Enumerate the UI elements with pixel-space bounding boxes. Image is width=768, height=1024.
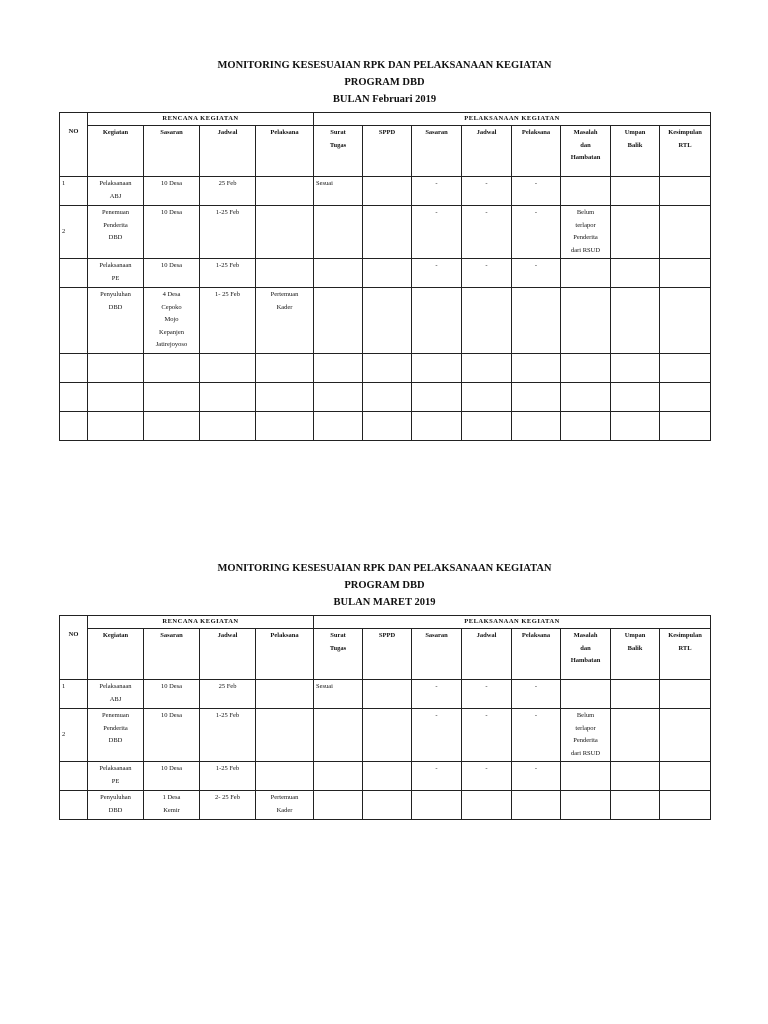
col-header-label: Pelaksana (521, 129, 551, 136)
cell-text: Penyuluhan DBD (100, 794, 131, 814)
table-cell (314, 354, 363, 383)
monitoring-table (59, 112, 711, 441)
cell-text: Pertemuan Kader (270, 291, 299, 311)
cell-text: - (534, 765, 538, 772)
col-header-label: Jadwal (476, 632, 497, 639)
table-cell (462, 412, 512, 441)
cell-text: 10 Desa (160, 712, 183, 719)
title-line: BULAN Februari 2019 (332, 94, 437, 105)
title-line: BULAN MARET 2019 (333, 597, 436, 608)
cell-text: 1- 25 Feb (215, 291, 240, 298)
table-cell (611, 383, 660, 412)
table-cell (512, 709, 561, 762)
title-line: MONITORING KESESUAIAN RPK DAN PELAKSANAAN KEGIATAN (217, 60, 552, 71)
table-cell (314, 412, 363, 441)
table-cell (144, 206, 200, 259)
cell-text: Pelaksanaan ABJ (99, 180, 132, 200)
cell-text: Penemuan Penderita DBD (101, 712, 130, 744)
row-number (60, 354, 88, 383)
table-body (60, 177, 711, 441)
cell-text: - (534, 262, 538, 269)
col-header-no: NO (60, 113, 88, 177)
group-header-pelaksanaan: PELAKSANAAN KEGIATAN (314, 113, 711, 126)
cell-text: 10 Desa (160, 180, 183, 187)
cell-text: Pelaksanaan ABJ (99, 683, 132, 703)
table-cell (256, 288, 314, 354)
table-cell (462, 206, 512, 259)
table-cell (256, 791, 314, 820)
cell-text: - (534, 209, 538, 216)
table-cell (88, 383, 144, 412)
cell-text: - (485, 209, 488, 216)
table-cell (611, 354, 660, 383)
table-cell (412, 288, 462, 354)
col-header (412, 126, 462, 177)
col-header (412, 629, 462, 680)
table-cell (200, 412, 256, 441)
cell-text: Belum terlapor Penderita dari RSUD (570, 712, 601, 757)
table-cell (462, 288, 512, 354)
table-cell (660, 288, 711, 354)
group-header-pelaksanaan: PELAKSANAAN KEGIATAN (314, 616, 711, 629)
row-number (60, 412, 88, 441)
table-cell (363, 206, 412, 259)
cell-text: Penemuan Penderita DBD (101, 209, 130, 241)
col-header-label: SPPD (378, 129, 396, 136)
header-row (60, 629, 711, 680)
table-cell (88, 206, 144, 259)
col-header-label: Sasaran (425, 632, 448, 639)
table-cell (256, 762, 314, 791)
col-header-label: Kegiatan (102, 632, 129, 639)
table-row (60, 288, 711, 354)
table-cell (144, 791, 200, 820)
table-cell (660, 791, 711, 820)
table-cell (88, 709, 144, 762)
cell-text: - (435, 180, 438, 187)
col-header (144, 126, 200, 177)
col-header (200, 126, 256, 177)
col-header-label: Kesimpulan RTL (668, 632, 702, 652)
col-header (611, 126, 660, 177)
row-number (60, 383, 88, 412)
col-header-label: Kesimpulan RTL (668, 129, 702, 149)
group-header-rencana: RENCANA KEGIATAN (88, 113, 314, 126)
table-cell (144, 680, 200, 709)
table-cell (314, 791, 363, 820)
table-cell (660, 206, 711, 259)
col-header (462, 629, 512, 680)
table-cell (611, 762, 660, 791)
table-cell (200, 288, 256, 354)
cell-text: 10 Desa (160, 683, 183, 690)
row-number (60, 791, 88, 820)
cell-text: 4 Desa Cepoko Mojo Kepanjen Jatirejoyoso (155, 291, 188, 348)
table-cell (512, 259, 561, 288)
table-cell (412, 259, 462, 288)
table-cell (363, 177, 412, 206)
table-row (60, 259, 711, 288)
table-cell (88, 259, 144, 288)
table-cell (88, 762, 144, 791)
col-header (314, 126, 363, 177)
cell-text: - (534, 180, 538, 187)
col-header-label: Pelaksana (270, 632, 299, 639)
group-header-rencana: RENCANA KEGIATAN (88, 616, 314, 629)
table-cell (200, 354, 256, 383)
table-cell (561, 354, 611, 383)
row-number: 2 (60, 206, 88, 259)
title-line: PROGRAM DBD (344, 77, 425, 88)
table-cell (314, 709, 363, 762)
cell-text: - (435, 765, 438, 772)
row-number (60, 288, 88, 354)
cell-text: 25 Feb (218, 180, 237, 187)
cell-text: 10 Desa (160, 209, 183, 216)
table-cell (660, 354, 711, 383)
table-cell (363, 259, 412, 288)
table-cell (256, 412, 314, 441)
table-cell (314, 762, 363, 791)
table-cell (462, 791, 512, 820)
table-cell (88, 288, 144, 354)
cell-text: Belum terlapor Penderita dari RSUD (570, 209, 601, 254)
table-cell (512, 288, 561, 354)
col-header-label: Masalah dan Hambatan (570, 129, 601, 161)
table-cell (200, 383, 256, 412)
cell-text: 1-25 Feb (215, 712, 240, 719)
cell-text: - (435, 262, 438, 269)
table-cell (144, 762, 200, 791)
col-header (462, 126, 512, 177)
table-cell (88, 791, 144, 820)
col-header (512, 126, 561, 177)
cell-text: - (435, 209, 438, 216)
table-cell (314, 288, 363, 354)
table-cell (314, 177, 363, 206)
table-row (60, 762, 711, 791)
cell-text: - (435, 712, 438, 719)
table-cell (611, 206, 660, 259)
table-cell (561, 259, 611, 288)
table-cell (412, 383, 462, 412)
row-number (60, 762, 88, 791)
table-cell (462, 680, 512, 709)
table-cell (512, 762, 561, 791)
table-row (60, 383, 711, 412)
cell-text: Sesuai (316, 180, 333, 187)
table-row (60, 206, 711, 259)
cell-text: 2- 25 Feb (215, 794, 240, 801)
table-row (60, 791, 711, 820)
cell-text: 10 Desa (160, 765, 183, 772)
table-row (60, 354, 711, 383)
table-cell (200, 709, 256, 762)
table-cell (512, 177, 561, 206)
cell-text: 25 Feb (218, 683, 237, 690)
table-cell (462, 762, 512, 791)
cell-text: Pelaksanaan PE (99, 765, 132, 785)
table-cell (144, 383, 200, 412)
col-header-label: Surat Tugas (329, 632, 347, 652)
table-cell (561, 288, 611, 354)
table-cell (561, 680, 611, 709)
col-header-label: SPPD (378, 632, 396, 639)
table-cell (200, 791, 256, 820)
table-cell (363, 709, 412, 762)
col-header-no: NO (60, 616, 88, 680)
table-cell (256, 177, 314, 206)
col-header (144, 629, 200, 680)
table-cell (660, 383, 711, 412)
col-header (363, 629, 412, 680)
title-line: PROGRAM DBD (344, 580, 425, 591)
table-cell (363, 762, 412, 791)
table-cell (561, 206, 611, 259)
col-header (88, 629, 144, 680)
cell-text: 1-25 Feb (215, 209, 240, 216)
row-number (60, 259, 88, 288)
table-cell (363, 412, 412, 441)
table-cell (561, 383, 611, 412)
table-cell (561, 412, 611, 441)
table-cell (256, 680, 314, 709)
cell-text: Penyuluhan DBD (100, 291, 131, 311)
col-header (512, 629, 561, 680)
table-cell (256, 709, 314, 762)
table-cell (256, 354, 314, 383)
col-header (660, 126, 711, 177)
cell-text: - (534, 712, 538, 719)
table-cell (412, 680, 462, 709)
table-cell (660, 709, 711, 762)
cell-text: - (485, 262, 488, 269)
table-cell (512, 412, 561, 441)
table-cell (462, 709, 512, 762)
monitoring-block-februari (59, 57, 710, 441)
cell-text: 1-25 Feb (215, 765, 240, 772)
col-header-label: Jadwal (217, 129, 238, 136)
table-cell (314, 259, 363, 288)
col-header (200, 629, 256, 680)
row-number: 2 (60, 709, 88, 762)
title-line: MONITORING KESESUAIAN RPK DAN PELAKSANAAN KEGIATAN (217, 563, 552, 574)
col-header-label: Pelaksana (270, 129, 299, 136)
table-cell (314, 680, 363, 709)
col-header (256, 629, 314, 680)
table-cell (200, 177, 256, 206)
monitoring-block-maret (59, 560, 710, 820)
table-cell (611, 259, 660, 288)
table-cell (512, 354, 561, 383)
cell-text: - (485, 765, 488, 772)
document-title (59, 57, 710, 108)
table-cell (200, 680, 256, 709)
table-cell (611, 288, 660, 354)
col-header-label: Pelaksana (521, 632, 551, 639)
table-cell (512, 791, 561, 820)
col-header-label: Jadwal (476, 129, 497, 136)
table-cell (412, 354, 462, 383)
table-cell (412, 762, 462, 791)
table-cell (462, 354, 512, 383)
col-header-label: Umpan Balik (624, 632, 646, 652)
table-cell (88, 177, 144, 206)
table-cell (363, 791, 412, 820)
cell-text: - (485, 180, 488, 187)
table-cell (363, 288, 412, 354)
row-number: 1 (60, 177, 88, 206)
table-cell (512, 206, 561, 259)
row-number: 1 (60, 680, 88, 709)
table-cell (660, 177, 711, 206)
table-cell (611, 412, 660, 441)
col-header-label: Masalah dan Hambatan (570, 632, 601, 664)
cell-text: 1 Desa Kemir (162, 794, 181, 814)
table-row (60, 709, 711, 762)
col-header (314, 629, 363, 680)
col-header (611, 629, 660, 680)
table-cell (611, 680, 660, 709)
table-cell (144, 354, 200, 383)
table-cell (611, 791, 660, 820)
table-cell (660, 412, 711, 441)
col-header (561, 629, 611, 680)
monitoring-table (59, 615, 711, 820)
table-cell (363, 680, 412, 709)
col-header-label: Jadwal (217, 632, 238, 639)
document-title (59, 560, 710, 611)
table-cell (88, 412, 144, 441)
table-cell (412, 177, 462, 206)
table-cell (512, 383, 561, 412)
table-cell (512, 680, 561, 709)
table-cell (363, 383, 412, 412)
table-cell (412, 412, 462, 441)
table-row (60, 680, 711, 709)
col-header-label: Sasaran (160, 129, 183, 136)
table-cell (144, 709, 200, 762)
cell-text: 10 Desa (160, 262, 183, 269)
table-cell (314, 383, 363, 412)
table-cell (462, 259, 512, 288)
table-cell (256, 259, 314, 288)
table-cell (611, 177, 660, 206)
table-cell (412, 206, 462, 259)
table-cell (88, 680, 144, 709)
col-header-label: Surat Tugas (329, 129, 347, 149)
table-cell (200, 762, 256, 791)
col-header (88, 126, 144, 177)
table-cell (561, 762, 611, 791)
col-header (660, 629, 711, 680)
col-header-label: Umpan Balik (624, 129, 646, 149)
table-body (60, 680, 711, 820)
cell-text: - (485, 712, 488, 719)
table-cell (144, 259, 200, 288)
table-cell (200, 259, 256, 288)
table-cell (144, 288, 200, 354)
header-row (60, 126, 711, 177)
table-cell (561, 709, 611, 762)
cell-text: Pelaksanaan PE (99, 262, 132, 282)
table-cell (200, 206, 256, 259)
table-cell (462, 177, 512, 206)
col-header (256, 126, 314, 177)
cell-text: Pertemuan Kader (270, 794, 299, 814)
table-cell (256, 383, 314, 412)
table-cell (611, 709, 660, 762)
cell-text: - (534, 683, 538, 690)
table-cell (144, 177, 200, 206)
cell-text: 1-25 Feb (215, 262, 240, 269)
table-row (60, 177, 711, 206)
table-cell (412, 791, 462, 820)
col-header-label: Sasaran (160, 632, 183, 639)
table-cell (314, 206, 363, 259)
table-cell (462, 383, 512, 412)
table-cell (256, 206, 314, 259)
table-cell (412, 709, 462, 762)
col-header (363, 126, 412, 177)
table-cell (363, 354, 412, 383)
cell-text: - (435, 683, 438, 690)
col-header-label: Kegiatan (102, 129, 129, 136)
col-header (561, 126, 611, 177)
table-cell (660, 680, 711, 709)
table-cell (561, 177, 611, 206)
table-cell (561, 791, 611, 820)
col-header-label: Sasaran (425, 129, 448, 136)
table-cell (88, 354, 144, 383)
cell-text: Sesuai (316, 683, 333, 690)
table-cell (660, 762, 711, 791)
table-cell (660, 259, 711, 288)
cell-text: - (485, 683, 488, 690)
table-cell (144, 412, 200, 441)
table-row (60, 412, 711, 441)
